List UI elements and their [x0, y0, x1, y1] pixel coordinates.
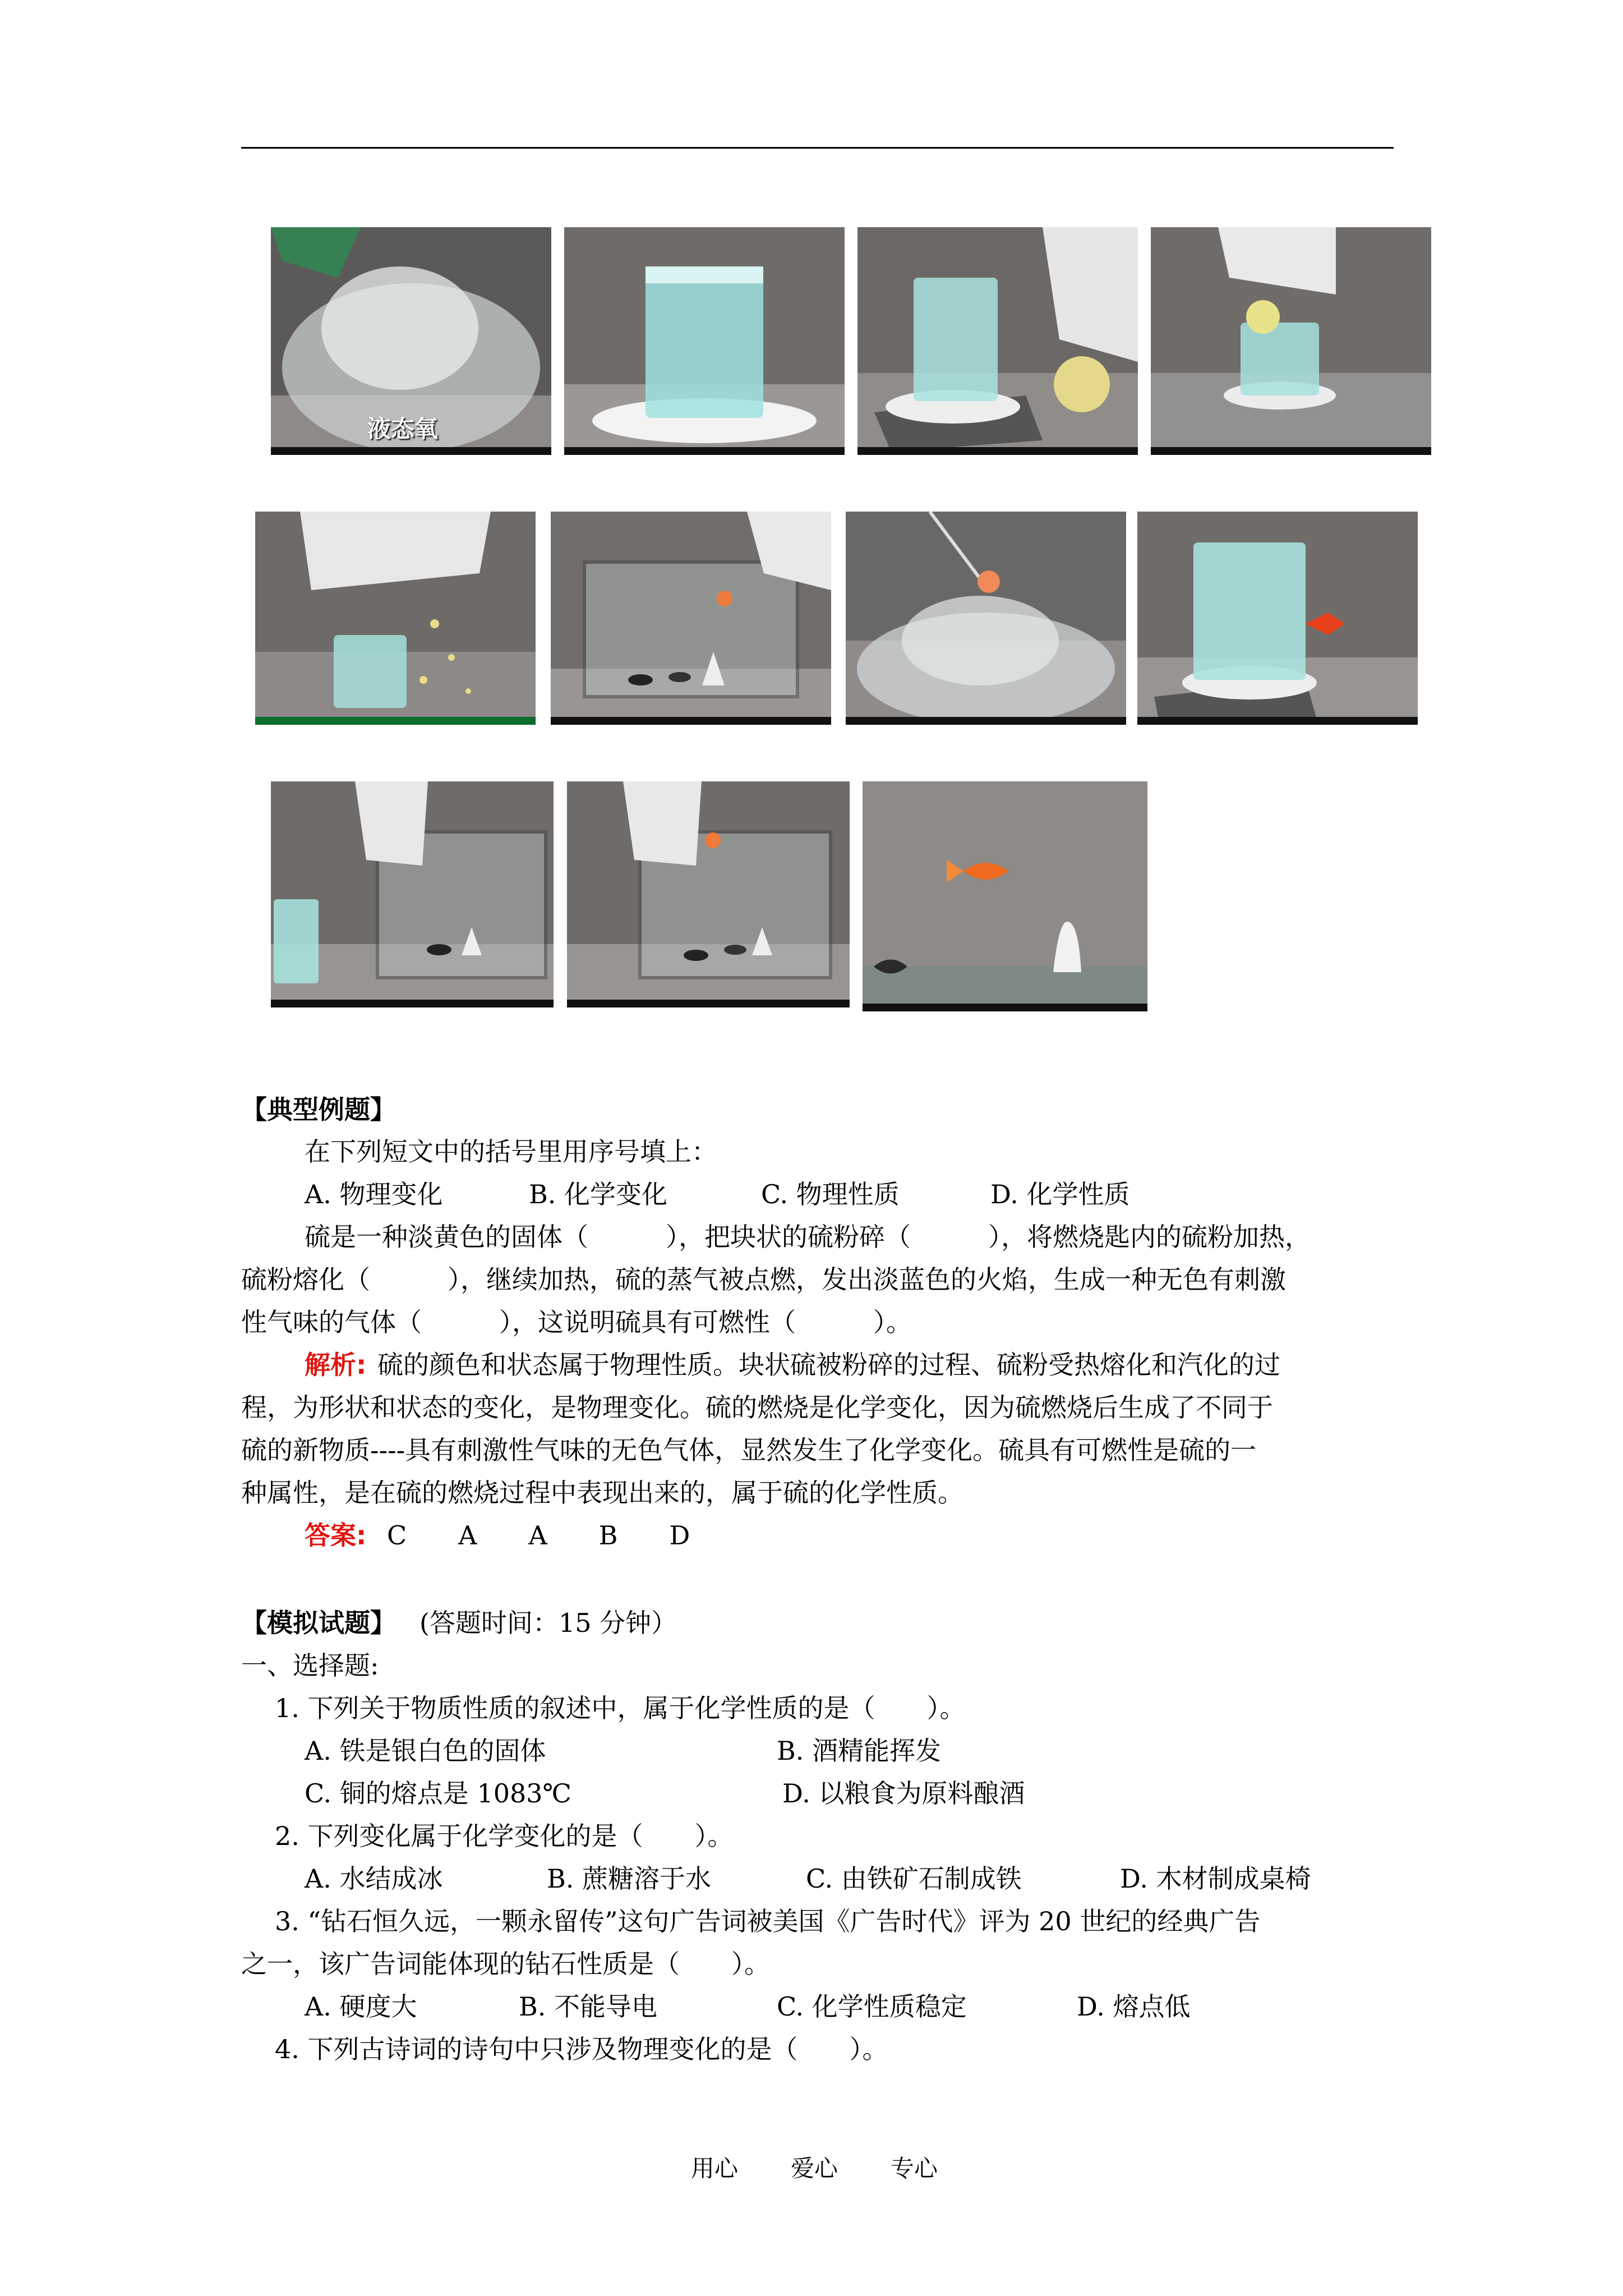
- answer-text: C A A B D: [387, 1520, 690, 1550]
- analysis-line-1: 硫的颜色和状态属于物理性质。块状硫被粉碎的过程、硫粉受热熔化和汽化的过: [377, 1350, 1280, 1380]
- experiment-photo-4: [1151, 227, 1431, 455]
- q3-option-c: C. 化学性质稳定: [777, 1991, 967, 2022]
- footer-text-3: 专心: [891, 2155, 938, 2182]
- experiment-photo-5: [255, 512, 536, 725]
- example-option-d: D. 化学性质: [990, 1179, 1130, 1209]
- experiment-photo-2: [564, 227, 845, 455]
- experiment-photo-6: [551, 512, 831, 725]
- experiment-photo-8: [1137, 512, 1418, 725]
- analysis-line-4: 种属性，是在硫的燃烧过程中表现出来的，属于硫的化学性质。: [241, 1478, 963, 1508]
- q3-option-a: A. 硬度大: [305, 1991, 417, 2022]
- experiment-photo-7: [846, 512, 1126, 725]
- q3-option-d: D. 熔点低: [1077, 1991, 1191, 2022]
- q2-option-d: D. 木材制成桌椅: [1120, 1864, 1311, 1894]
- answer-label: 答案:: [305, 1520, 367, 1550]
- example-passage-line-2: 硫粉熔化（ ），继续加热，硫的蒸气被点燃，发出淡蓝色的火焰，生成一种无色有刺激: [241, 1264, 1286, 1295]
- footer-text-1: 用心: [691, 2155, 739, 2182]
- example-option-b: B. 化学变化: [529, 1179, 668, 1209]
- q1-stem: 1. 下列关于物质性质的叙述中，属于化学性质的是（ ）。: [275, 1693, 966, 1723]
- quiz-heading: 【模拟试题】: [241, 1608, 396, 1638]
- q2-stem: 2. 下列变化属于化学变化的是（ ）。: [275, 1821, 734, 1851]
- q1-option-c: C. 铜的熔点是 1083℃: [305, 1778, 571, 1809]
- example-passage-line-1: 硫是一种淡黄色的固体（ ），把块状的硫粉碎（ ），将燃烧匙内的硫粉加热，: [305, 1222, 1311, 1252]
- q1-option-a: A. 铁是银白色的固体: [305, 1736, 546, 1766]
- example-option-a: A. 物理变化: [305, 1179, 443, 1209]
- q2-option-b: B. 蔗糖溶于水: [547, 1864, 712, 1894]
- experiment-photo-10: [567, 781, 850, 1007]
- example-passage-line-3: 性气味的气体（ ），这说明硫具有可燃性（ ）。: [241, 1307, 912, 1337]
- q2-option-a: A. 水结成冰: [305, 1864, 443, 1894]
- q3-option-b: B. 不能导电: [519, 1991, 658, 2022]
- analysis-label: 解析:: [305, 1350, 367, 1380]
- q4-stem: 4. 下列古诗词的诗句中只涉及物理变化的是（ ）。: [275, 2034, 888, 2064]
- header-rule: [241, 147, 1394, 149]
- q3-stem-line-2: 之一，该广告词能体现的钻石性质是（ ）。: [241, 1949, 770, 1979]
- q1-option-d: D. 以粮食为原料酿酒: [782, 1778, 1025, 1809]
- q2-option-c: C. 由铁矿石制成铁: [806, 1864, 1022, 1894]
- analysis-line-2: 程，为形状和状态的变化，是物理变化。硫的燃烧是化学变化，因为硫燃烧后生成了不同于: [241, 1392, 1273, 1423]
- experiment-photo-11: [863, 781, 1147, 1011]
- experiment-photo-9: [271, 781, 554, 1007]
- analysis-line-3: 硫的新物质----具有刺激性气味的无色气体，显然发生了化学变化。硫具有可燃性是硫的一: [241, 1435, 1257, 1465]
- example-intro: 在下列短文中的括号里用序号填上：: [305, 1137, 717, 1167]
- photo-caption: 液态氧: [367, 415, 439, 443]
- footer-text-2: 爱心: [791, 2155, 838, 2182]
- example-option-c: C. 物理性质: [761, 1179, 900, 1209]
- q3-stem-line-1: 3. “钻石恒久远，一颗永留传”这句广告词被美国《广告时代》评为 20 世纪的经典广告: [275, 1906, 1261, 1936]
- experiment-photo-3: [857, 227, 1138, 455]
- q1-option-b: B. 酒精能挥发: [777, 1736, 942, 1766]
- quiz-time-note: (答题时间：15 分钟）: [419, 1608, 677, 1638]
- quiz-section: 一、选择题:: [241, 1650, 379, 1681]
- example-heading: 【典型例题】: [241, 1094, 396, 1125]
